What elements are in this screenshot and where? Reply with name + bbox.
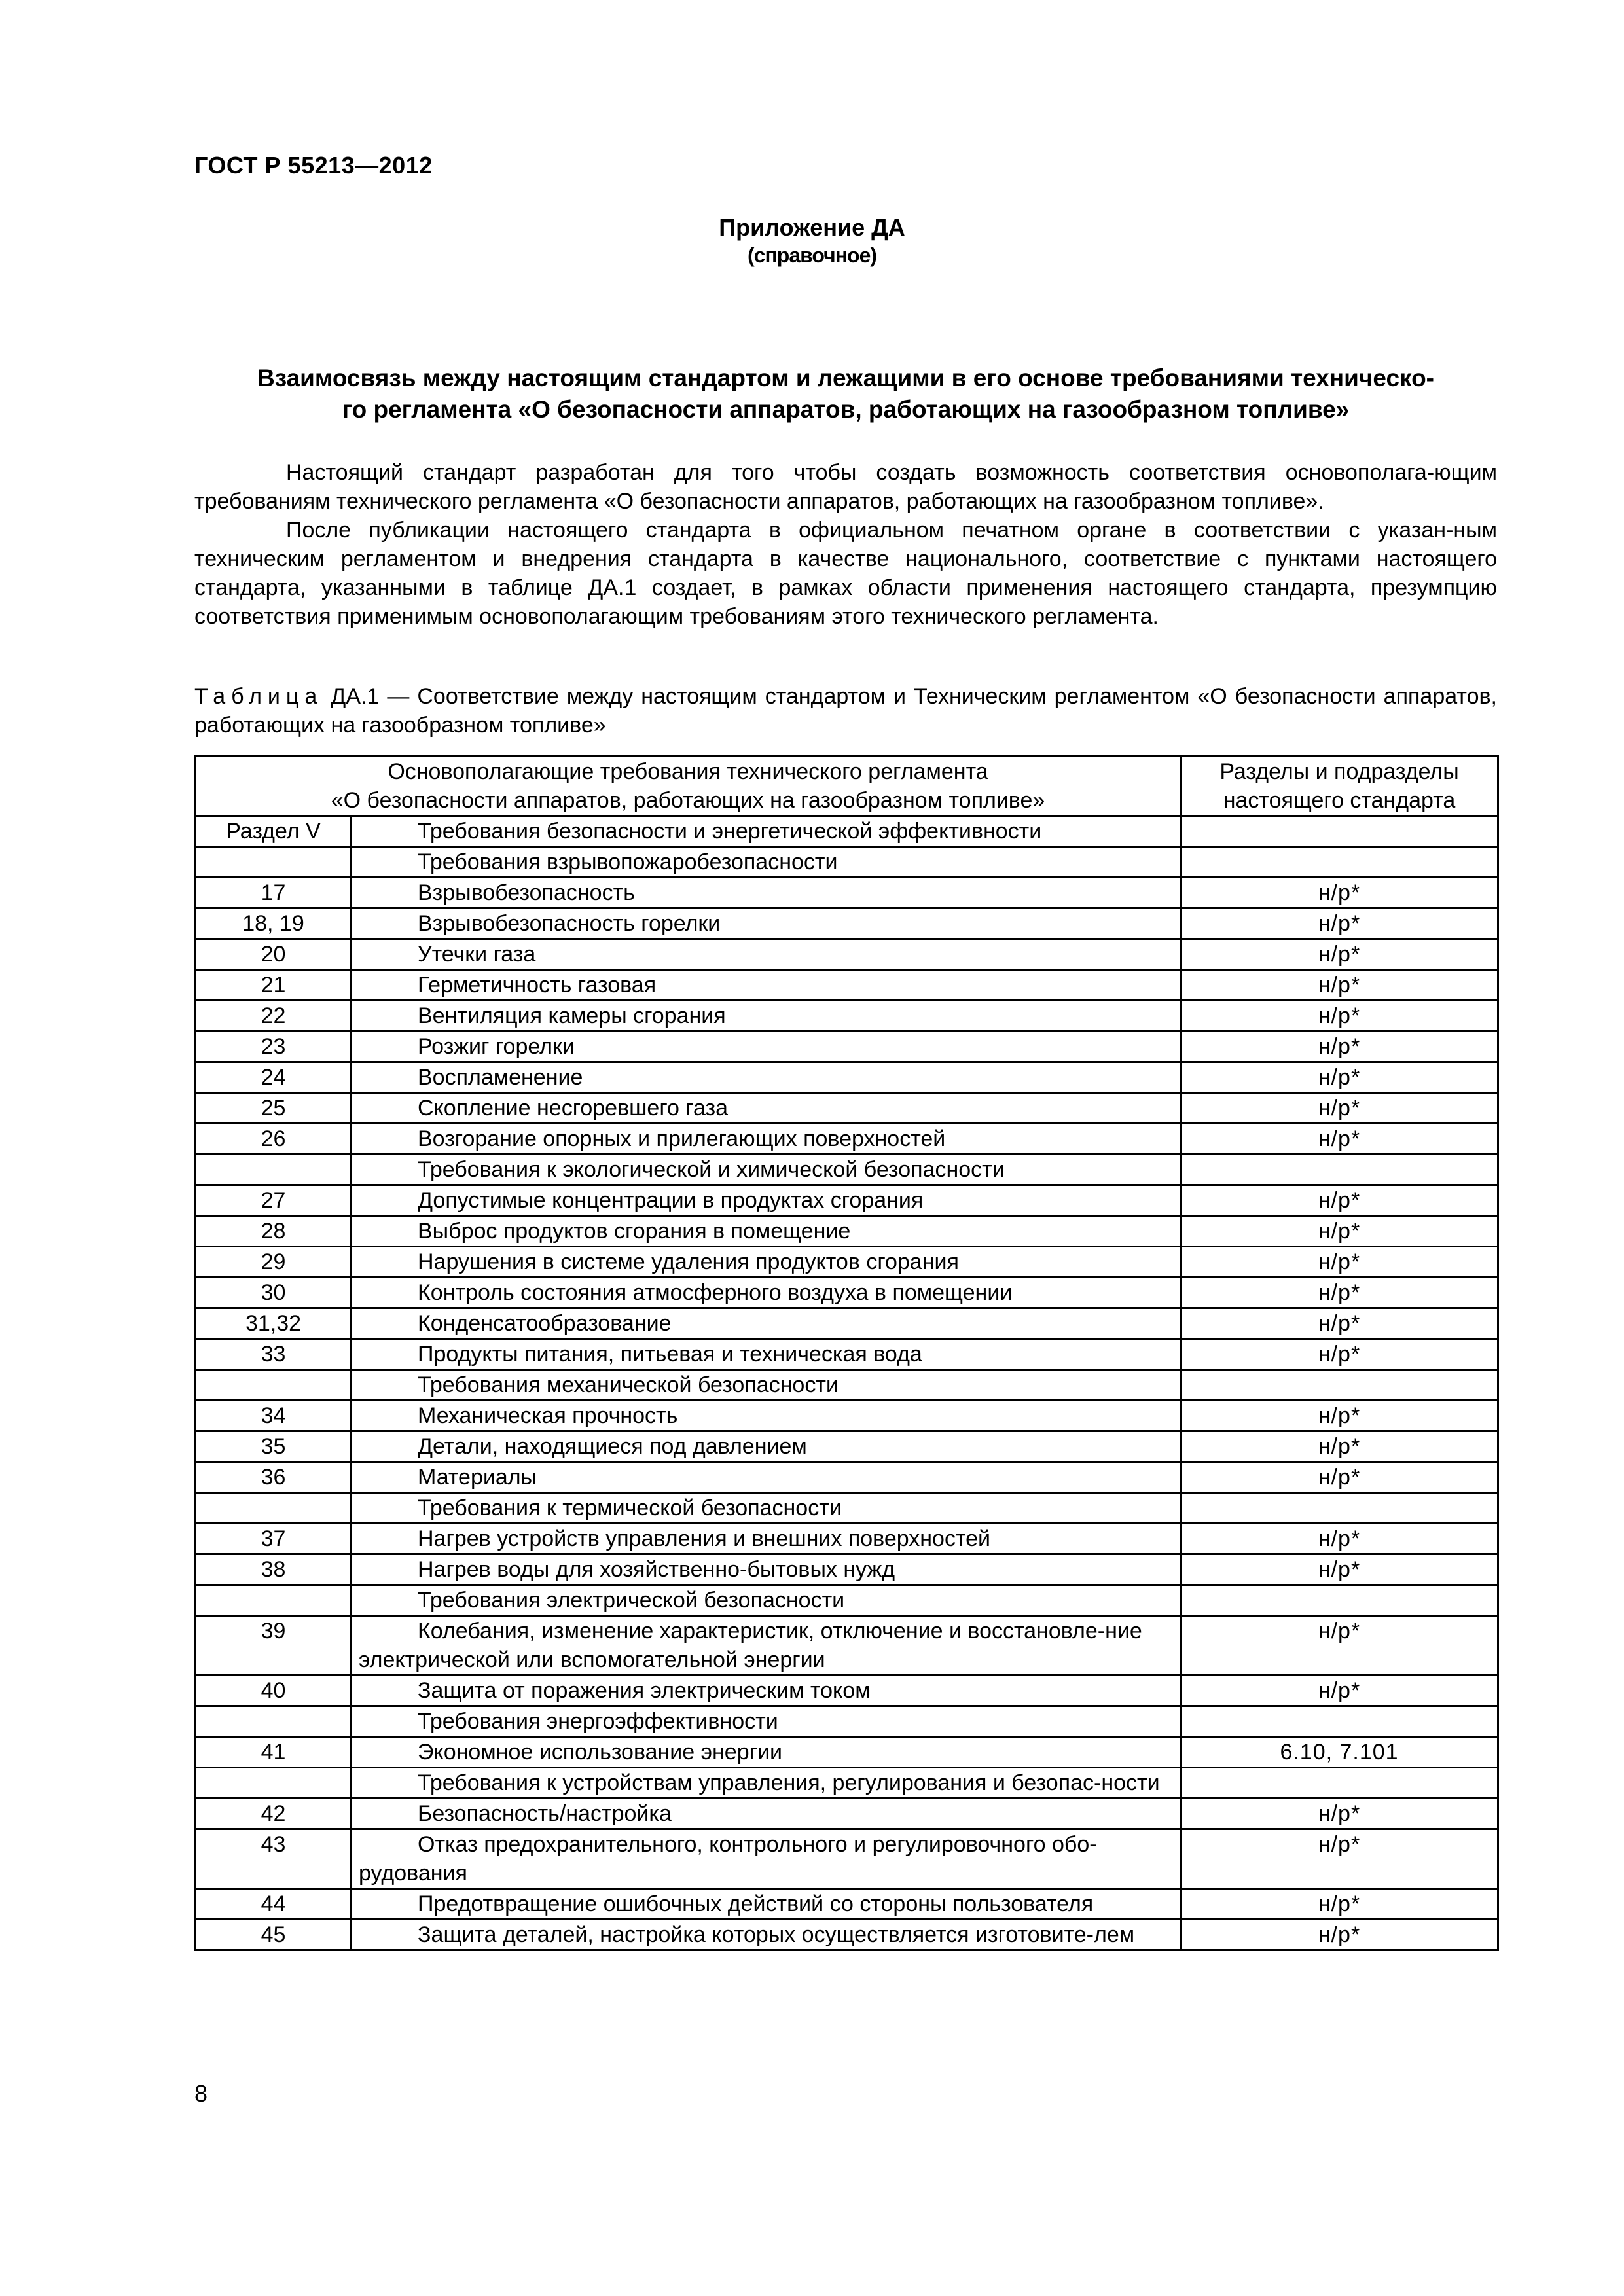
header-sections: [1181, 757, 1498, 816]
table-row: [196, 1920, 1498, 1950]
requirement-cell: [352, 1001, 1181, 1031]
standard-section-cell: н/р*: [1181, 1339, 1498, 1370]
requirement-cell: [352, 1093, 1181, 1124]
clause-number-cell: 34: [196, 1401, 352, 1431]
requirement-text: Контроль состояния атмосферного воздуха в помещении: [418, 1280, 1013, 1305]
requirement-text: Защита от поражения электрическим током: [418, 1678, 871, 1703]
table-row: [196, 1339, 1498, 1370]
table-row: [196, 1554, 1498, 1585]
requirement-text: Механическая прочность: [418, 1403, 678, 1428]
clause-number-cell: [196, 847, 352, 878]
requirement-cell: [352, 1062, 1181, 1093]
requirement-text: Продукты питания, питьевая и техническая вода: [418, 1342, 922, 1367]
requirement-cell: [352, 878, 1181, 908]
standard-section-cell: [1181, 847, 1498, 878]
clause-number-cell: 37: [196, 1524, 352, 1554]
table-row: [196, 1093, 1498, 1124]
requirement-cell: [352, 1676, 1181, 1706]
standard-section-cell: н/р*: [1181, 1829, 1498, 1889]
clause-number-cell: 35: [196, 1431, 352, 1462]
standard-section-cell: 6.10, 7.101: [1181, 1737, 1498, 1768]
requirement-text: Требования безопасности и энергетической эффективности: [418, 819, 1042, 844]
clause-number-cell: [196, 1155, 352, 1185]
clause-number-cell: 24: [196, 1062, 352, 1093]
clause-number-cell: 36: [196, 1462, 352, 1493]
standard-section-cell: н/р*: [1181, 1554, 1498, 1585]
requirement-text: Безопасность/настройка: [418, 1801, 672, 1826]
standard-section-cell: н/р*: [1181, 1920, 1498, 1950]
standard-section-cell: н/р*: [1181, 1216, 1498, 1247]
standard-section-cell: н/р*: [1181, 1093, 1498, 1124]
standard-section-cell: [1181, 1706, 1498, 1737]
table-row: [196, 1524, 1498, 1554]
table-row: [196, 1829, 1498, 1889]
requirement-cell: [352, 970, 1181, 1001]
requirement-cell: [352, 1278, 1181, 1308]
requirement-cell: [352, 1431, 1181, 1462]
intro-text: [194, 458, 1497, 631]
requirement-text: Требования взрывопожаробезопасности: [418, 850, 838, 874]
clause-number-cell: 40: [196, 1676, 352, 1706]
standard-section-cell: н/р*: [1181, 970, 1498, 1001]
requirement-cell: [352, 908, 1181, 939]
standard-section-cell: н/р*: [1181, 1062, 1498, 1093]
requirement-cell: [352, 1155, 1181, 1185]
header-requirements-line-2: «О безопасности аппаратов, работающих на газообразном топливе»: [331, 788, 1045, 813]
requirement-text: Допустимые концентрации в продуктах сгорания: [418, 1188, 924, 1213]
requirement-text: Розжиг горелки: [418, 1034, 575, 1059]
standard-section-cell: [1181, 1493, 1498, 1524]
table-row: [196, 1431, 1498, 1462]
intro-paragraph-1: Настоящий стандарт разработан для того чтобы создать возможность соответствия основополага-ющим требованиям технического регламента «О безопасности аппаратов, работающих на газообразном топливе».: [194, 460, 1497, 514]
requirement-cell: [352, 1308, 1181, 1339]
requirement-text: Скопление несгоревшего газа: [418, 1096, 729, 1121]
standard-section-cell: н/р*: [1181, 1431, 1498, 1462]
header-requirements-line-1: Основополагающие требования технического регламента: [388, 759, 988, 784]
clause-number-cell: 44: [196, 1889, 352, 1920]
standard-section-cell: н/р*: [1181, 1308, 1498, 1339]
requirement-cell: [352, 1616, 1181, 1676]
clause-number-cell: 18, 19: [196, 908, 352, 939]
requirement-cell: [352, 1524, 1181, 1554]
clause-number-cell: [196, 1706, 352, 1737]
requirement-cell: [352, 939, 1181, 970]
requirement-cell: [352, 1124, 1181, 1155]
standard-section-cell: [1181, 1585, 1498, 1616]
table-row: [196, 878, 1498, 908]
standard-code: ГОСТ Р 55213—2012: [194, 152, 433, 179]
header-requirements: [196, 757, 1181, 816]
table-row: [196, 1706, 1498, 1737]
requirement-cell: [352, 1829, 1181, 1889]
clause-number-cell: 38: [196, 1554, 352, 1585]
requirement-text: Материалы: [418, 1465, 537, 1490]
table-row: [196, 1585, 1498, 1616]
requirement-text: Требования электрической безопасности: [418, 1588, 845, 1613]
standard-section-cell: н/р*: [1181, 1799, 1498, 1829]
table-row: [196, 1062, 1498, 1093]
table-row: [196, 939, 1498, 970]
table-row: [196, 1737, 1498, 1768]
table-row: [196, 1031, 1498, 1062]
standard-section-cell: н/р*: [1181, 878, 1498, 908]
requirement-cell: [352, 1462, 1181, 1493]
requirement-text: Воспламенение: [418, 1065, 583, 1090]
page-number: 8: [194, 2080, 208, 2107]
requirement-cell: [352, 1585, 1181, 1616]
standard-section-cell: н/р*: [1181, 1278, 1498, 1308]
correspondence-table: [194, 755, 1499, 1951]
requirement-cell: [352, 1768, 1181, 1799]
requirement-text: Требования механической безопасности: [418, 1372, 839, 1397]
requirement-text: Нагрев воды для хозяйственно-бытовых нужд: [418, 1557, 895, 1582]
clause-number-cell: 43: [196, 1829, 352, 1889]
clause-number-cell: 22: [196, 1001, 352, 1031]
table-header-row: [196, 757, 1498, 816]
table-row: [196, 847, 1498, 878]
standard-section-cell: н/р*: [1181, 1247, 1498, 1278]
clause-number-cell: 17: [196, 878, 352, 908]
requirement-text: Детали, находящиеся под давлением: [418, 1434, 807, 1459]
requirement-cell: [352, 847, 1181, 878]
standard-section-cell: н/р*: [1181, 939, 1498, 970]
table-row: [196, 1616, 1498, 1676]
requirement-cell: [352, 1031, 1181, 1062]
requirement-text: Требования энергоэффективности: [418, 1709, 778, 1734]
clause-number-cell: 26: [196, 1124, 352, 1155]
table-row: [196, 1216, 1498, 1247]
requirement-text: Утечки газа: [418, 942, 536, 967]
standard-section-cell: н/р*: [1181, 1124, 1498, 1155]
annex-title: Приложение ДА: [719, 214, 905, 241]
clause-number-cell: 29: [196, 1247, 352, 1278]
standard-section-cell: н/р*: [1181, 1524, 1498, 1554]
requirement-cell: [352, 1370, 1181, 1401]
clause-number-cell: 25: [196, 1093, 352, 1124]
requirement-text: Нарушения в системе удаления продуктов сгорания: [418, 1249, 959, 1274]
clause-number-cell: 45: [196, 1920, 352, 1950]
clause-number-cell: Раздел V: [196, 816, 352, 847]
requirement-cell: [352, 816, 1181, 847]
requirement-text: Колебания, изменение характеристик, отключение и восстановле-ние электрической или вспомогательной энергии: [359, 1619, 1142, 1672]
requirement-cell: [352, 1216, 1181, 1247]
requirement-text: Экономное использование энергии: [418, 1740, 782, 1765]
table-body: [196, 816, 1498, 1950]
table-row: [196, 1676, 1498, 1706]
table-row: [196, 1278, 1498, 1308]
table-row: [196, 908, 1498, 939]
document-heading: [194, 363, 1497, 425]
table-row: [196, 1493, 1498, 1524]
table-row: [196, 1889, 1498, 1920]
standard-section-cell: н/р*: [1181, 1401, 1498, 1431]
clause-number-cell: 20: [196, 939, 352, 970]
requirement-text: Требования к экологической и химической безопасности: [418, 1157, 1005, 1182]
table-row: [196, 1247, 1498, 1278]
table-row: [196, 1308, 1498, 1339]
table-row: [196, 970, 1498, 1001]
standard-section-cell: н/р*: [1181, 908, 1498, 939]
requirement-cell: [352, 1554, 1181, 1585]
requirement-text: Защита деталей, настройка которых осуществляется изготовите-лем: [418, 1922, 1135, 1947]
requirement-text: Отказ предохранительного, контрольного и регулировочного обо-рудования: [359, 1832, 1097, 1886]
requirement-text: Возгорание опорных и прилегающих поверхностей: [418, 1126, 946, 1151]
requirement-text: Требования к термической безопасности: [418, 1496, 842, 1520]
requirement-text: Конденсатообразование: [418, 1311, 672, 1336]
clause-number-cell: [196, 1585, 352, 1616]
standard-section-cell: [1181, 1370, 1498, 1401]
standard-section-cell: [1181, 1155, 1498, 1185]
standard-section-cell: н/р*: [1181, 1185, 1498, 1216]
document-heading-line-2: го регламента «О безопасности аппаратов, работающих на газообразном топливе»: [342, 396, 1350, 423]
requirement-cell: [352, 1706, 1181, 1737]
table-row: [196, 1799, 1498, 1829]
requirement-text: Вентиляция камеры сгорания: [418, 1003, 726, 1028]
requirement-cell: [352, 1247, 1181, 1278]
requirement-cell: [352, 1493, 1181, 1524]
standard-section-cell: н/р*: [1181, 1462, 1498, 1493]
table-row: [196, 1001, 1498, 1031]
clause-number-cell: 27: [196, 1185, 352, 1216]
requirement-cell: [352, 1401, 1181, 1431]
table-caption: [194, 682, 1497, 740]
table-row: [196, 1124, 1498, 1155]
requirement-cell: [352, 1889, 1181, 1920]
clause-number-cell: 31,32: [196, 1308, 352, 1339]
standard-section-cell: н/р*: [1181, 1616, 1498, 1676]
requirement-cell: [352, 1799, 1181, 1829]
table-row: [196, 1370, 1498, 1401]
requirement-cell: [352, 1339, 1181, 1370]
standard-section-cell: н/р*: [1181, 1001, 1498, 1031]
standard-section-cell: [1181, 1768, 1498, 1799]
requirement-text: Взрывобезопасность: [418, 880, 635, 905]
clause-number-cell: [196, 1493, 352, 1524]
table-row: [196, 1768, 1498, 1799]
requirement-text: Герметичность газовая: [418, 973, 657, 997]
requirement-cell: [352, 1185, 1181, 1216]
table-row: [196, 1401, 1498, 1431]
header-sections-line-2: настоящего стандарта: [1223, 788, 1456, 813]
clause-number-cell: 28: [196, 1216, 352, 1247]
standard-section-cell: [1181, 816, 1498, 847]
clause-number-cell: 21: [196, 970, 352, 1001]
table-caption-text: ДА.1 — Соответствие между настоящим стандартом и Техническим регламентом «О безопасности аппаратов, работающих на газообразном топливе»: [194, 684, 1497, 738]
clause-number-cell: 42: [196, 1799, 352, 1829]
requirement-text: Нагрев устройств управления и внешних поверхностей: [418, 1526, 991, 1551]
table-row: [196, 1185, 1498, 1216]
clause-number-cell: 23: [196, 1031, 352, 1062]
standard-section-cell: н/р*: [1181, 1676, 1498, 1706]
clause-number-cell: 41: [196, 1737, 352, 1768]
document-heading-line-1: Взаимосвязь между настоящим стандартом и лежащими в его основе требованиями техническо-: [257, 365, 1434, 391]
requirement-text: Предотвращение ошибочных действий со стороны пользователя: [418, 1892, 1094, 1916]
clause-number-cell: [196, 1370, 352, 1401]
table-row: [196, 1462, 1498, 1493]
standard-section-cell: н/р*: [1181, 1889, 1498, 1920]
requirement-text: Взрывобезопасность горелки: [418, 911, 721, 936]
table-row: [196, 1155, 1498, 1185]
requirement-text: Требования к устройствам управления, регулирования и безопас-ности: [418, 1770, 1160, 1795]
clause-number-cell: 30: [196, 1278, 352, 1308]
clause-number-cell: 39: [196, 1616, 352, 1676]
requirement-text: Выброс продуктов сгорания в помещение: [418, 1219, 851, 1244]
standard-section-cell: н/р*: [1181, 1031, 1498, 1062]
table-caption-label: Таблица: [194, 684, 323, 709]
header-sections-line-1: Разделы и подразделы: [1219, 759, 1459, 784]
intro-paragraph-2: После публикации настоящего стандарта в официальном печатном органе в соответствии с указан-ным техническим регламентом и внедрения стандарта в качестве национального, соответствие с пунктами настоящего стандарта, указанными в таблице ДА.1 создает, в рамках области применения настоящего стандарта, презумпцию соответствия применимым основополагающим требованиям этого технического регламента.: [194, 518, 1497, 629]
clause-number-cell: 33: [196, 1339, 352, 1370]
table-row: [196, 816, 1498, 847]
requirement-cell: [352, 1920, 1181, 1950]
annex-subtitle: (справочное): [747, 243, 877, 267]
clause-number-cell: [196, 1768, 352, 1799]
requirement-cell: [352, 1737, 1181, 1768]
